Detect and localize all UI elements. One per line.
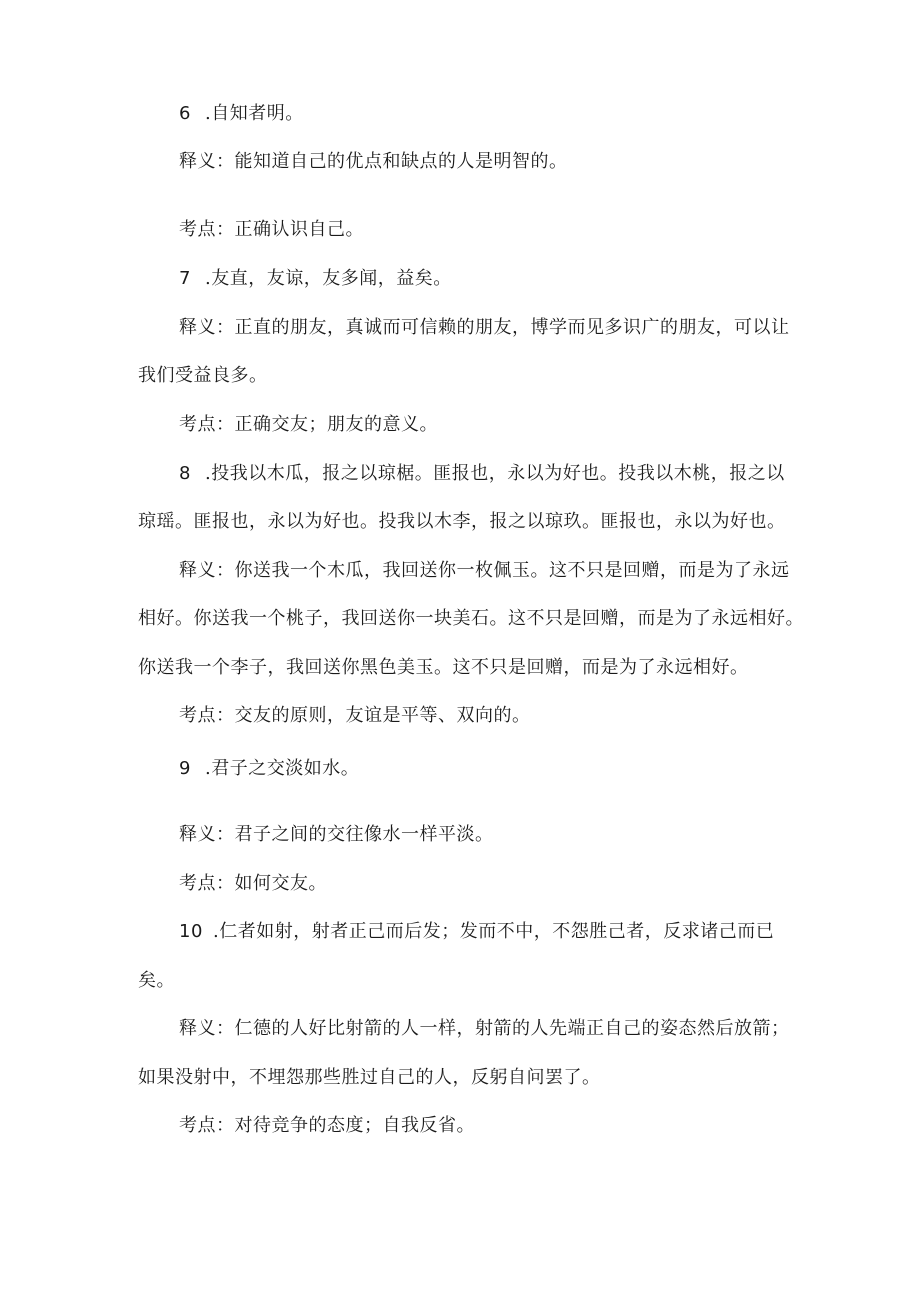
item-10-explanation-cont — [138, 1066, 601, 1090]
item-title-text: 矣。 — [138, 970, 175, 991]
explanation-label: 释义： — [179, 317, 235, 338]
item-number: 9 — [179, 758, 191, 779]
item-10-point — [179, 1114, 475, 1138]
point-label: 考点： — [179, 873, 235, 894]
explanation-text: 我们受益良多。 — [138, 365, 268, 386]
point-text: 对待竞争的态度；自我反省。 — [234, 1115, 475, 1136]
item-10-explanation — [179, 1017, 790, 1041]
item-number: 6 — [179, 103, 191, 124]
item-8-title — [179, 462, 785, 486]
explanation-text: 君子之间的交往像水一样平淡。 — [234, 824, 494, 845]
item-7-explanation — [179, 316, 790, 340]
explanation-text: 正直的朋友，真诚而可信赖的朋友，博学而见多识广的朋友，可以让 — [234, 317, 790, 338]
point-label: 考点： — [179, 1115, 235, 1136]
item-8-explanation-cont-1 — [138, 607, 804, 631]
explanation-text: 你送我一个木瓜，我回送你一枚佩玉。这不只是回赠，而是为了永远 — [234, 560, 790, 581]
point-text: 正确认识自己。 — [234, 219, 364, 240]
item-title-text: 琼瑶。匪报也，永以为好也。投我以木李，报之以琼玖。匪报也，永以为好也。 — [138, 511, 786, 532]
item-number: 7 — [179, 268, 191, 289]
explanation-text: 能知道自己的优点和缺点的人是明智的。 — [234, 151, 568, 172]
explanation-text: 仁德的人好比射箭的人一样，射箭的人先端正自己的姿态然后放箭； — [234, 1018, 790, 1039]
item-8-point — [179, 704, 531, 728]
item-8-title-cont — [138, 510, 786, 534]
item-number: 8 — [179, 463, 191, 484]
item-6-title — [179, 102, 304, 126]
item-title-text: .友直，友谅，友多闻，益矣。 — [205, 268, 452, 289]
point-label: 考点： — [179, 705, 235, 726]
item-8-explanation — [179, 559, 790, 583]
item-6-explanation — [179, 150, 568, 174]
item-8-explanation-cont-2 — [138, 656, 749, 680]
point-text: 交友的原则，友谊是平等、双向的。 — [234, 705, 531, 726]
explanation-text: 你送我一个李子，我回送你黑色美玉。这不只是回赠，而是为了永远相好。 — [138, 657, 749, 678]
point-text: 如何交友。 — [234, 873, 327, 894]
item-6-point — [179, 218, 364, 242]
point-label: 考点： — [179, 219, 235, 240]
item-10-title-cont — [138, 969, 175, 993]
item-10-title — [179, 920, 774, 944]
item-number: 10 — [179, 921, 203, 942]
item-title-text: .君子之交淡如水。 — [205, 758, 360, 779]
point-label: 考点： — [179, 414, 235, 435]
item-7-point — [179, 413, 438, 437]
explanation-label: 释义： — [179, 1018, 235, 1039]
item-title-text: .投我以木瓜，报之以琼椐。匪报也，永以为好也。投我以木桃，报之以 — [205, 463, 785, 484]
point-text: 正确交友；朋友的意义。 — [234, 414, 438, 435]
explanation-label: 释义： — [179, 560, 235, 581]
item-7-title — [179, 267, 452, 291]
item-title-text: .自知者明。 — [205, 103, 304, 124]
item-title-text: .仁者如射，射者正己而后发；发而不中，不怨胜己者，反求诸己而已 — [213, 921, 775, 942]
explanation-label: 释义： — [179, 151, 235, 172]
item-9-point — [179, 872, 327, 896]
explanation-text: 相好。你送我一个桃子，我回送你一块美石。这不只是回赠，而是为了永远相好。 — [138, 608, 804, 629]
item-7-explanation-cont — [138, 364, 268, 388]
explanation-text: 如果没射中，不埋怨那些胜过自己的人，反躬自问罢了。 — [138, 1067, 601, 1088]
item-9-title — [179, 757, 359, 781]
explanation-label: 释义： — [179, 824, 235, 845]
item-9-explanation — [179, 823, 494, 847]
